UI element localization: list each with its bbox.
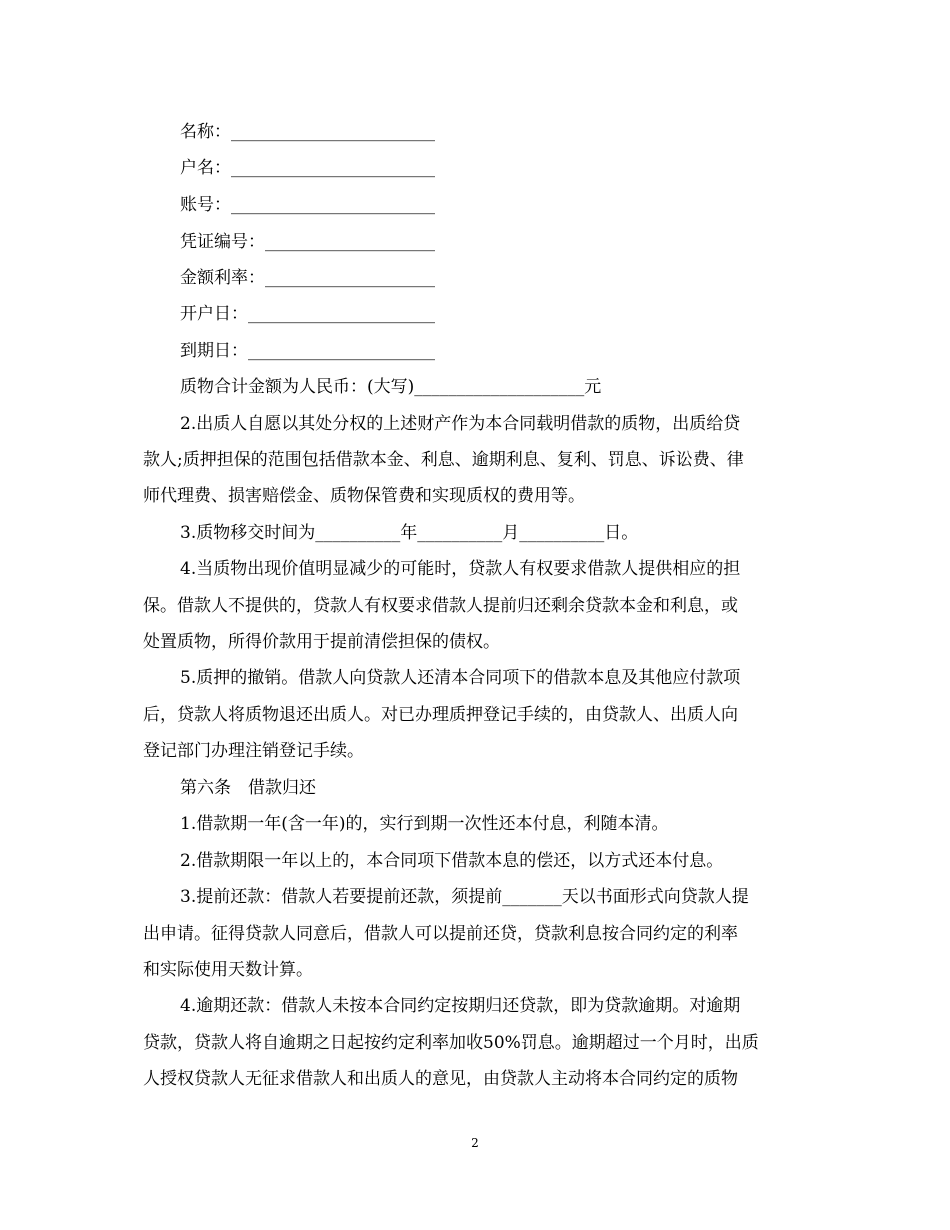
field-voucher-number: 凭证编号：____________________: [180, 232, 435, 252]
field-open-date: 开户日：______________________: [180, 304, 435, 324]
field-amount-rate: 金额利率：____________________: [180, 268, 435, 288]
article6-item1: 1.借款期一年(含一年)的，实行到期一次性还本付息，利随本清。: [180, 814, 669, 834]
article6-heading: 第六条 借款归还: [180, 778, 316, 798]
article6-item2: 2.借款期限一年以上的，本合同项下借款本息的偿还，以方式还本付息。: [180, 851, 724, 871]
total-amount-line: 质物合计金额为人民币：(大写)____________________元: [180, 377, 602, 397]
clause5-line: 登记部门办理注销登记手续。: [143, 741, 364, 761]
clause4-line: 保。借款人不提供的，贷款人有权要求借款人提前归还剩余贷款本金和利息，或: [143, 596, 738, 616]
field-due-date: 到期日：______________________: [180, 341, 435, 361]
field-account-number: 账号：________________________: [180, 195, 435, 215]
clause2-line: 师代理费、损害赔偿金、质物保管费和实现质权的费用等。: [143, 486, 585, 506]
article6-item4-line: 贷款，贷款人将自逾期之日起按约定利率加收50%罚息。逾期超过一个月时，出质: [143, 1033, 759, 1053]
clause2-line: 2.出质人自愿以其处分权的上述财产作为本合同载明借款的质物，出质给贷: [180, 414, 741, 434]
field-name: 名称：________________________: [180, 122, 435, 142]
clause4-line: 处置质物，所得价款用于提前清偿担保的债权。: [143, 632, 500, 652]
article6-item3-line: 和实际使用天数计算。: [143, 960, 313, 980]
article6-item4-line: 人授权贷款人无征求借款人和出质人的意见，由贷款人主动将本合同约定的质物: [143, 1069, 738, 1089]
article6-item4-line: 4.逾期还款：借款人未按本合同约定按期归还贷款，即为贷款逾期。对逾期: [180, 996, 741, 1016]
clause2-line: 款人;质押担保的范围包括借款本金、利息、逾期利息、复利、罚息、诉讼费、律: [143, 450, 744, 470]
page-number: 2: [471, 1136, 479, 1150]
field-account-name: 户名：________________________: [180, 158, 435, 178]
clause3-line: 3.质物移交时间为__________年__________月__________日。: [180, 523, 639, 543]
clause4-line: 4.当质物出现价值明显减少的可能时，贷款人有权要求借款人提供相应的担: [180, 559, 741, 579]
clause5-line: 5.质押的撤销。借款人向贷款人还清本合同项下的借款本息及其他应付款项: [180, 668, 741, 688]
clause5-line: 后，贷款人将质物退还出质人。对已办理质押登记手续的，由贷款人、出质人向: [143, 705, 738, 725]
article6-item3-line: 3.提前还款：借款人若要提前还款，须提前_______天以书面形式向贷款人提: [180, 887, 749, 907]
article6-item3-line: 出申请。征得贷款人同意后，借款人可以提前还贷，贷款利息按合同约定的利率: [143, 924, 738, 944]
